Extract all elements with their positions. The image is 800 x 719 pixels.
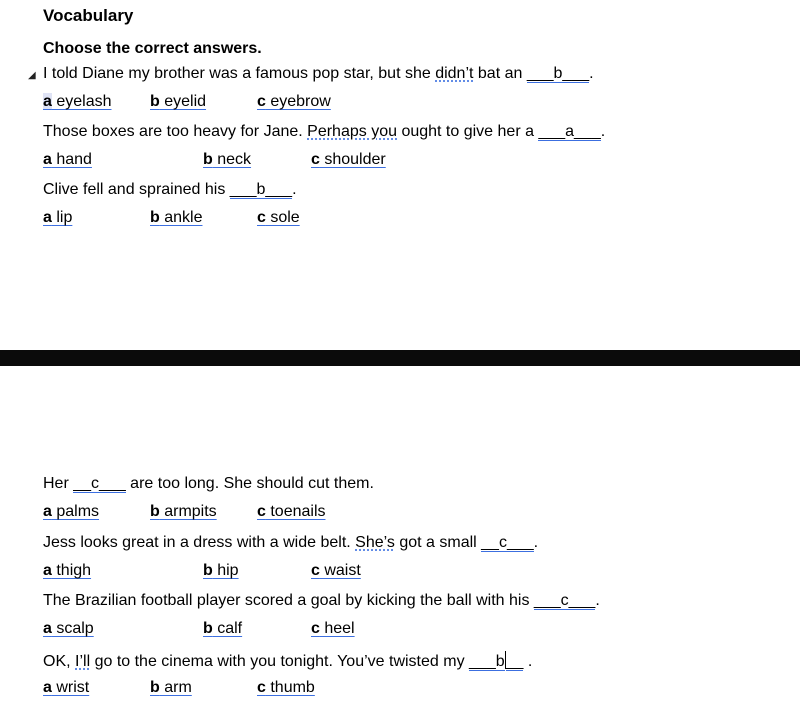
option-text: thumb <box>265 679 315 696</box>
option-letter: a <box>43 503 52 520</box>
option-letter: a <box>43 151 52 168</box>
option-letter: a <box>43 620 52 637</box>
option-text: ankle <box>159 209 203 226</box>
option-letter: c <box>311 620 320 637</box>
option-letter: a <box>43 93 52 110</box>
answer-blank[interactable]: __c___ <box>73 475 126 492</box>
option-letter: c <box>257 209 266 226</box>
option-text: arm <box>159 679 192 696</box>
section-heading: Vocabulary <box>43 6 134 25</box>
question-6 <box>43 592 600 610</box>
question-text: Clive fell and sprained his <box>43 181 230 198</box>
option-text: eyelid <box>159 93 207 110</box>
question-2 <box>43 123 605 141</box>
option-b[interactable] <box>150 679 192 697</box>
option-b[interactable] <box>150 209 202 227</box>
option-text: wrist <box>51 679 90 696</box>
question-text: Her <box>43 475 74 492</box>
question-text: I told Diane my brother was a famous pop star, but she <box>43 65 436 82</box>
question-text: go to the cinema with you tonight. You’ve twisted my <box>90 653 470 670</box>
option-text: neck <box>212 151 252 168</box>
option-letter: a <box>43 562 52 579</box>
answer-blank[interactable]: ___c___ <box>533 592 596 609</box>
option-text: hip <box>212 562 239 579</box>
question-text: . <box>523 653 533 670</box>
option-letter: c <box>257 93 266 110</box>
option-letter: c <box>257 679 266 696</box>
option-text: waist <box>319 562 361 579</box>
option-letter: b <box>150 209 160 226</box>
question-text: Perhaps you <box>307 123 397 140</box>
question-text: I’ll <box>75 653 91 670</box>
option-a[interactable] <box>43 209 72 227</box>
question-text: . <box>292 181 297 198</box>
question-1 <box>43 65 594 83</box>
page-break-gap <box>0 350 800 366</box>
question-text: Jess looks great in a dress with a wide belt. <box>43 534 356 551</box>
option-text: toenails <box>265 503 326 520</box>
option-b[interactable] <box>203 151 251 169</box>
option-text: eyebrow <box>265 93 331 110</box>
question-5 <box>43 534 538 552</box>
question-text: OK, <box>43 653 76 670</box>
option-text: shoulder <box>319 151 386 168</box>
option-letter: c <box>311 151 320 168</box>
document-page-1 <box>0 0 800 350</box>
question-3 <box>43 181 297 199</box>
question-4 <box>43 475 374 493</box>
option-c[interactable] <box>257 93 331 111</box>
option-a[interactable] <box>43 679 89 697</box>
option-text: armpits <box>159 503 217 520</box>
question-text: She’s <box>355 534 395 551</box>
option-b[interactable] <box>150 93 206 111</box>
instruction-text: Choose the correct answers. <box>43 40 262 57</box>
option-c[interactable] <box>311 562 361 580</box>
question-text: are too long. She should cut them. <box>125 475 374 492</box>
option-c[interactable] <box>257 503 326 521</box>
document-page-2 <box>0 366 800 719</box>
answer-blank[interactable]: ___a___ <box>538 123 601 140</box>
option-letter: c <box>311 562 320 579</box>
option-c[interactable] <box>311 151 386 169</box>
option-text: heel <box>319 620 355 637</box>
option-text: palms <box>51 503 100 520</box>
answer-blank[interactable]: ___b___ <box>229 181 293 198</box>
option-letter: b <box>203 620 213 637</box>
option-letter: b <box>150 93 160 110</box>
answer-blank[interactable]: ___b___ <box>526 65 590 82</box>
option-c[interactable] <box>257 209 300 227</box>
option-letter: b <box>203 151 213 168</box>
option-b[interactable] <box>150 503 217 521</box>
option-text: calf <box>212 620 243 637</box>
option-text: lip <box>51 209 73 226</box>
answer-blank[interactable]: __ <box>505 653 524 670</box>
paragraph-marker-icon[interactable]: ◢ <box>28 70 36 81</box>
question-text: The Brazilian football player scored a goal by kicking the ball with his <box>43 592 534 609</box>
option-b[interactable] <box>203 620 242 638</box>
option-text: hand <box>51 151 92 168</box>
option-text: scalp <box>51 620 94 637</box>
option-a[interactable] <box>43 93 112 111</box>
option-a[interactable] <box>43 562 91 580</box>
option-c[interactable] <box>311 620 355 638</box>
option-text: thigh <box>51 562 92 579</box>
question-text: . <box>595 592 600 609</box>
question-text: . <box>589 65 594 82</box>
question-text: Those boxes are too heavy for Jane. <box>43 123 308 140</box>
question-text: . <box>533 534 539 551</box>
option-c[interactable] <box>257 679 315 697</box>
answer-blank[interactable]: ___b <box>469 653 505 670</box>
question-text: . <box>600 123 606 140</box>
option-letter: a <box>43 209 52 226</box>
answer-blank[interactable]: __c___ <box>481 534 534 551</box>
question-text: bat an <box>473 65 527 82</box>
option-text: sole <box>265 209 300 226</box>
question-text: ought to give her a <box>397 123 539 140</box>
option-letter: b <box>150 679 160 696</box>
option-b[interactable] <box>203 562 239 580</box>
option-a[interactable] <box>43 620 94 638</box>
question-text: got a small <box>394 534 482 551</box>
question-7 <box>43 651 532 671</box>
option-letter: a <box>43 679 52 696</box>
question-text: didn’t <box>435 65 474 82</box>
option-letter: b <box>150 503 160 520</box>
option-a[interactable] <box>43 151 92 169</box>
option-letter: c <box>257 503 266 520</box>
option-a[interactable] <box>43 503 99 521</box>
option-text: eyelash <box>51 93 112 110</box>
option-letter: b <box>203 562 213 579</box>
